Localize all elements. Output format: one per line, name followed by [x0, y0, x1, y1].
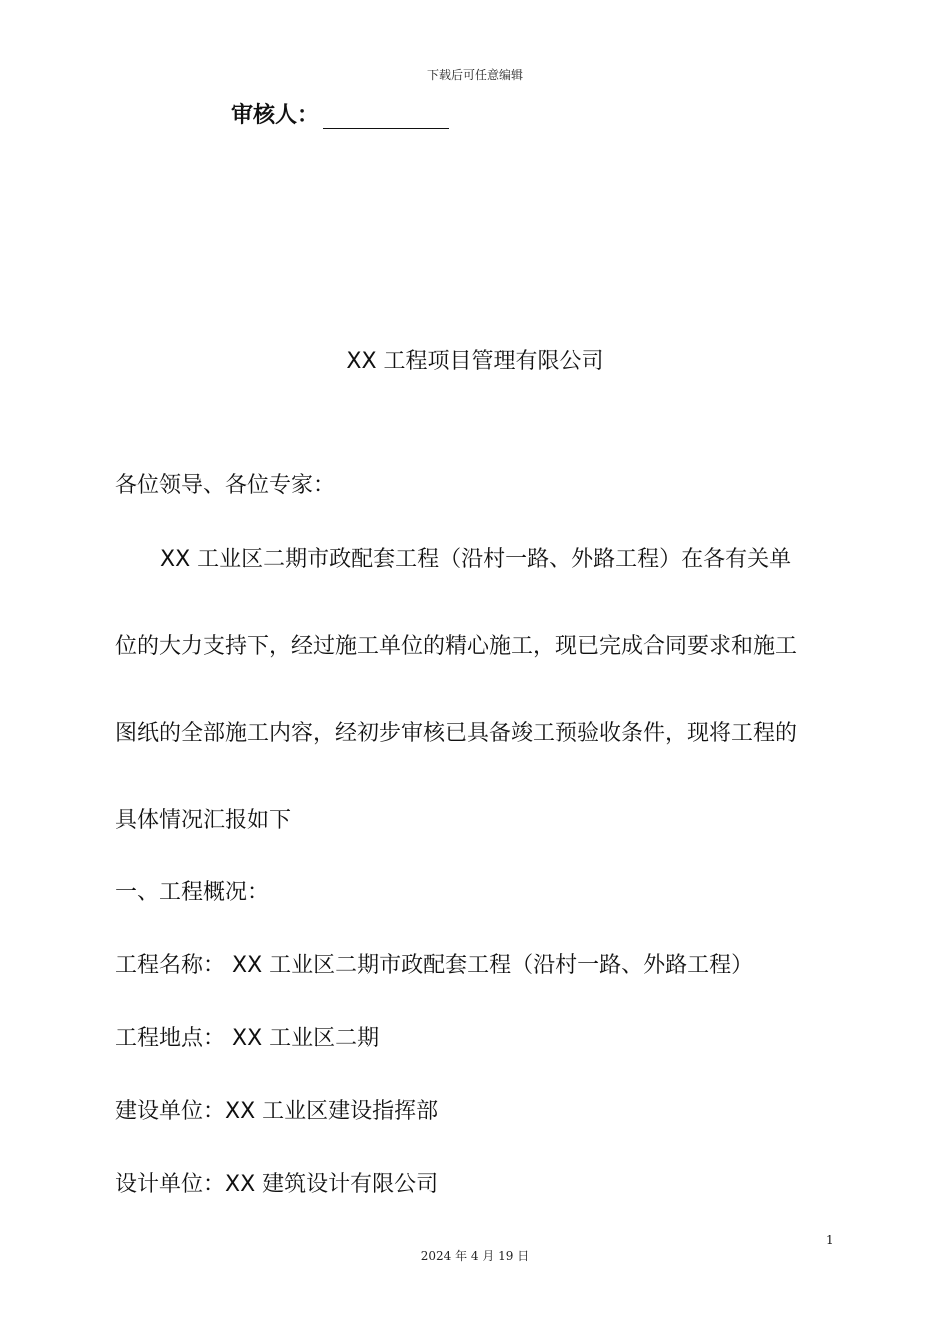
footer-date: 2024 年 4 月 19 日 [420, 1249, 530, 1263]
signature-blank [323, 106, 449, 129]
intro-line: XX 工业区二期市政配套工程（沿村一路、外路工程）在各有关单 [160, 547, 792, 572]
reviewer-label: 审核人： [231, 103, 320, 128]
project-info-line: 设计单位：XX 建筑设计有限公司 [115, 1172, 439, 1197]
company-title: XX 工程项目管理有限公司 [346, 349, 604, 374]
page-number: 1 [826, 1233, 834, 1247]
project-info-line: 工程地点： XX 工业区二期 [115, 1026, 380, 1051]
project-info-line: 工程名称： XX 工业区二期市政配套工程（沿村一路、外路工程） [115, 953, 754, 978]
project-info-line: 建设单位：XX 工业区建设指挥部 [115, 1099, 439, 1124]
salutation: 各位领导、各位专家： [115, 473, 336, 498]
reviewer-signature-line [231, 98, 449, 129]
intro-line: 具体情况汇报如下 [115, 808, 292, 833]
section-title: 一、工程概况： [115, 880, 270, 905]
header-note: 下载后可任意编辑 [426, 68, 523, 82]
intro-line: 位的大力支持下，经过施工单位的精心施工，现已完成合同要求和施工 [115, 634, 798, 659]
intro-line: 图纸的全部施工内容，经初步审核已具备竣工预验收条件，现将工程的 [115, 721, 798, 746]
